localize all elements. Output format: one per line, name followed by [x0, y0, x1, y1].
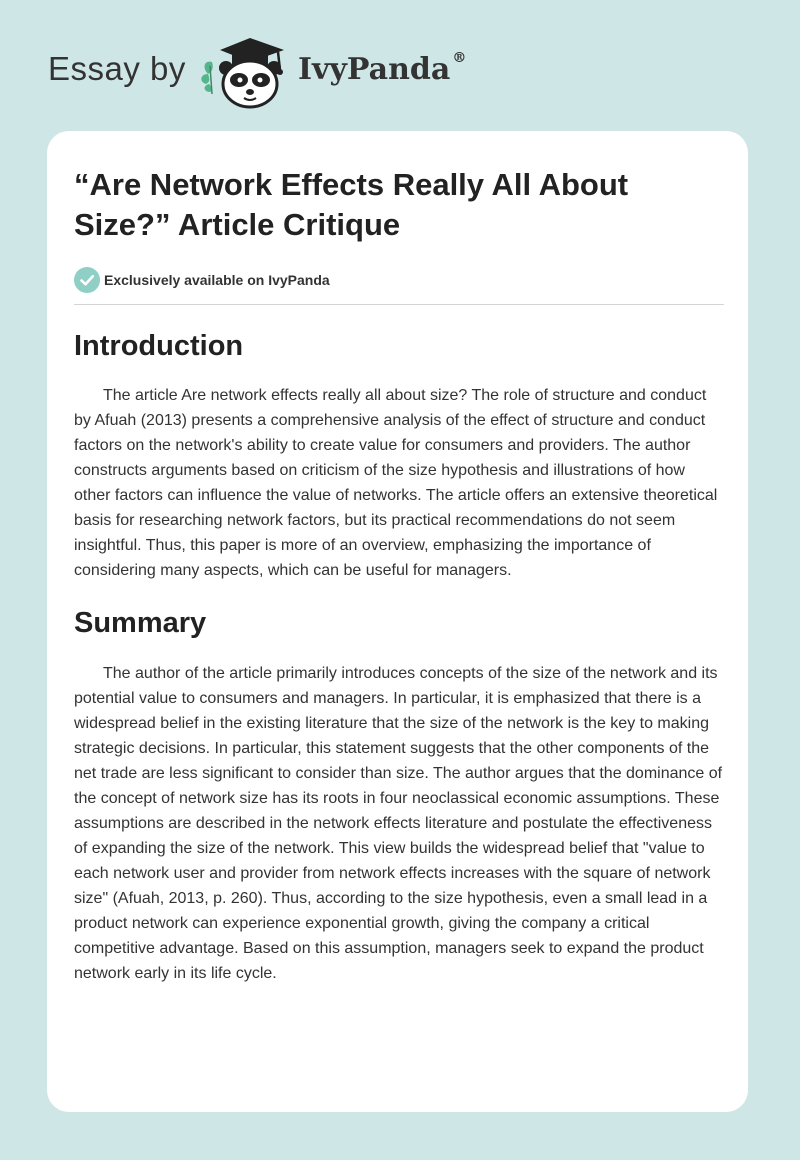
registered-mark: ® — [452, 50, 467, 66]
section-paragraph-introduction: The article Are network effects really all about size? The role of structure and conduct by Afuah (2013) presents a comprehensive analysis of the effect of structure and conduct factors on the network's ability to create value for consumers and providers. The author constructs arguments based on criticism of the size hypothesis and illustrations of how other factors can influence the value of networks. The article offers an extensive theoretical basis for researching network factors, but its practical recommendations do not seem insightful. Thus, this paper is more of an overview, emphasizing the importance of considering many aspects, which can be useful for managers. — [74, 387, 718, 579]
page-title: “Are Network Effects Really All About Size?” Article Critique — [74, 167, 629, 242]
check-circle-icon — [74, 267, 100, 293]
panda-graduate-logo-icon[interactable] — [200, 32, 296, 110]
divider — [74, 304, 724, 305]
article-content — [74, 165, 724, 986]
brand-name[interactable] — [298, 52, 466, 87]
essay-by-label: Essay by — [48, 50, 186, 87]
article-card — [47, 131, 748, 1112]
section-paragraph-summary: The author of the article primarily introduces concepts of the size of the network and its potential value to consumers and managers. In particular, it is emphasized that there is a widespread belief in the existing literature that the size of the network is the key to making strategic decisions. In particular, this statement suggests that the other components of the net trade are less significant to consider than size. The author argues that the dominance of the concept of network size has its roots in four neoclassical economic assumptions. These assumptions are described in the network effects literature and postulate the effectiveness of expanding the size of the network. This view builds the widespread belief that "value to each network user and provider from network effects increases with the square of network size" (Afuah, 2013, p. 260). Thus, according to the size hypothesis, even a small lead in a product network can experience exponential growth, giving the company a critical competitive advantage. Based on this assumption, managers seek to expand the product network early in its life cycle. — [74, 665, 723, 982]
section-heading-summary: Summary — [74, 607, 207, 639]
section-heading-introduction: Introduction — [74, 330, 244, 362]
exclusive-badge-label: Exclusively available on IvyPanda — [104, 272, 330, 288]
exclusive-badge — [74, 267, 724, 293]
site-header — [0, 0, 800, 120]
brand-label: IvyPanda — [298, 52, 451, 87]
